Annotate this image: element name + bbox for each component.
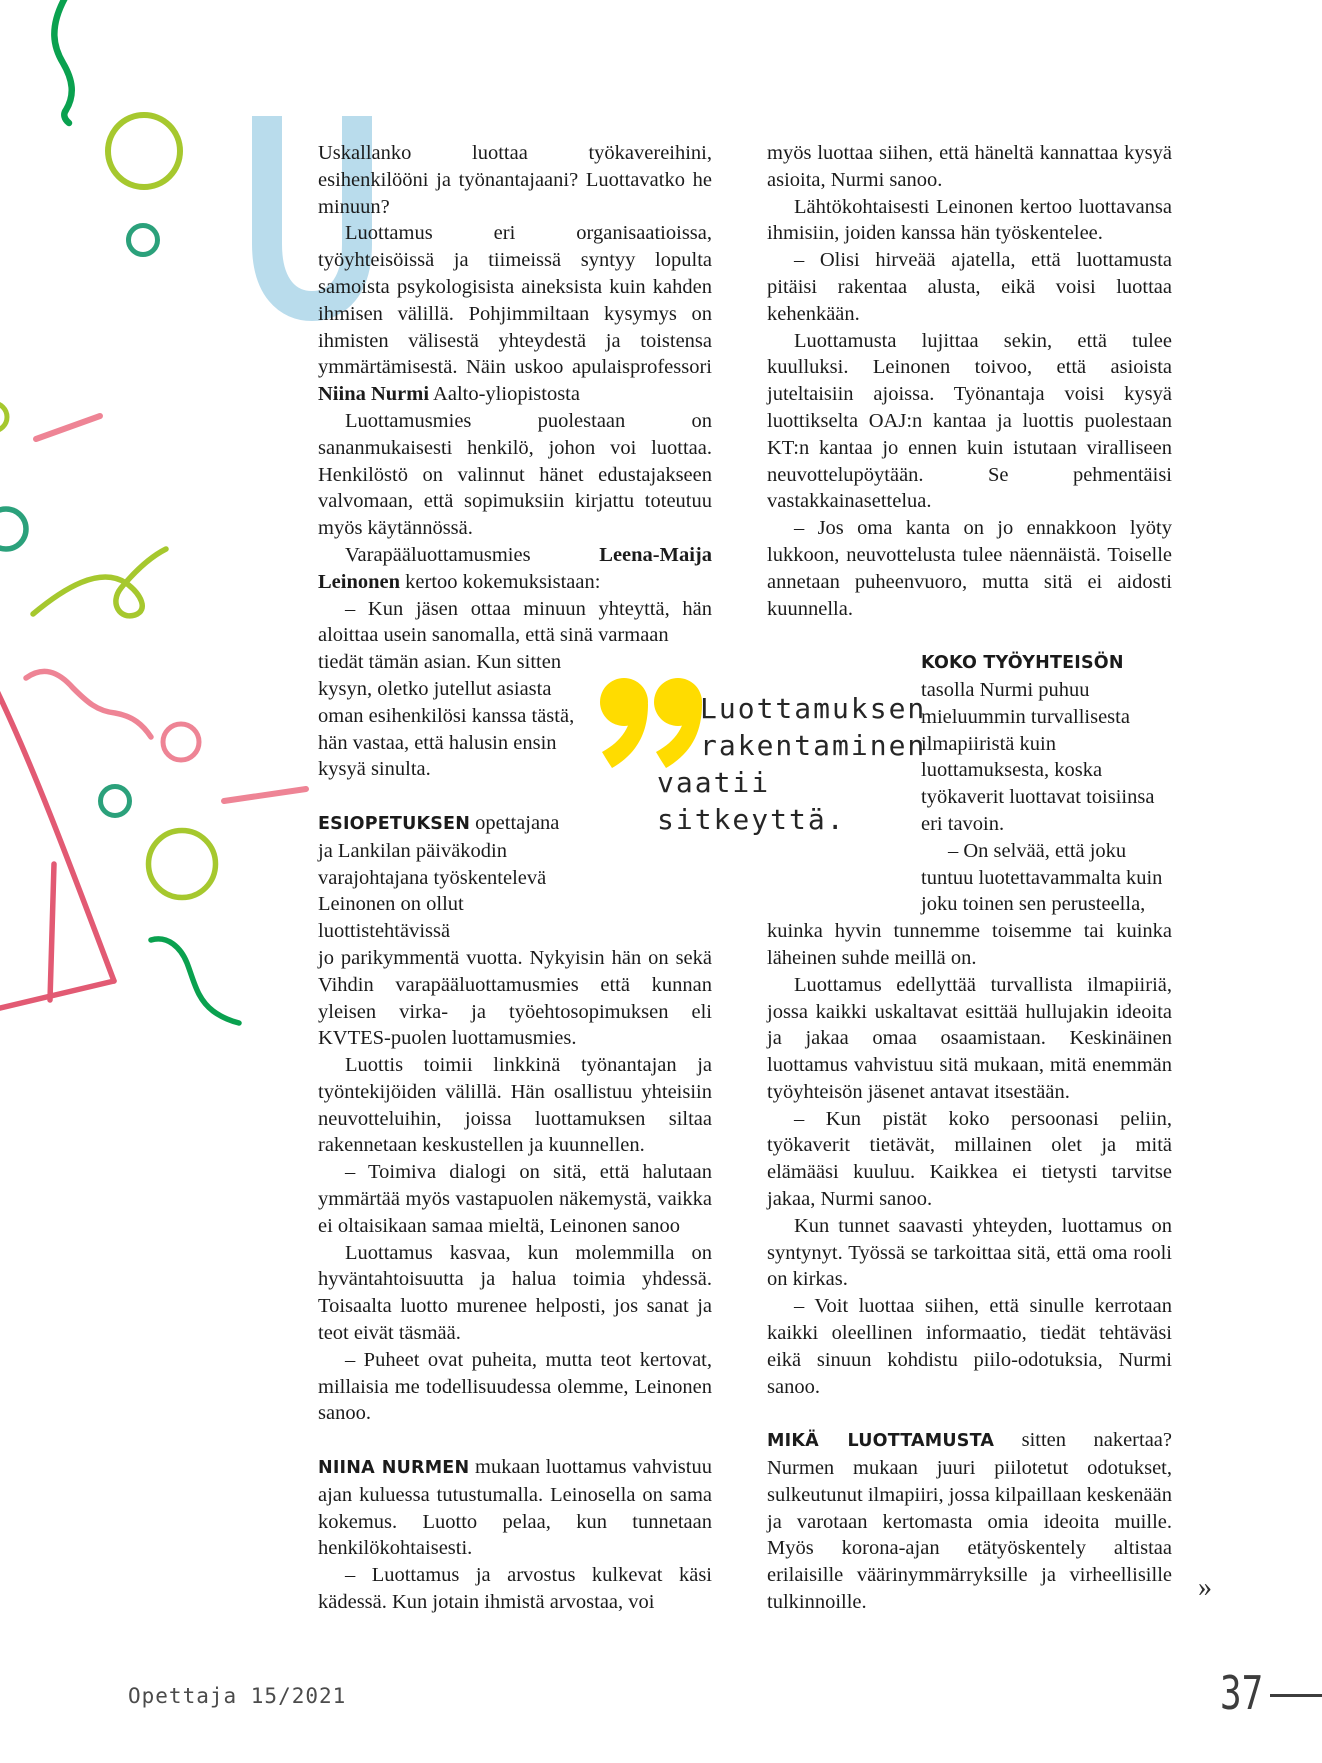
rose-dash-mid-icon	[224, 789, 306, 801]
paragraph	[318, 596, 712, 650]
paragraph	[767, 1293, 1172, 1400]
paragraph	[318, 945, 712, 1052]
paragraph	[767, 247, 1172, 327]
paragraph	[318, 1347, 712, 1427]
text-segment: Luottamusmies puolestaan on sananmukaisesti henkilö, johon voi luottaa. Henkilöstö on valinnut hänet edustajakseen valvomaan, että sopimuksiin kirjattu toteutuu myös käytännössä.	[318, 409, 712, 540]
pull-quote-line: sitkeyttä.	[657, 803, 846, 836]
text-segment: – Voit luottaa siihen, että sinulle kerrotaan kaikki oleellinen informaatio, tiedät tehtäväsi eikä sinuun kohdistu piilo-odotuksia, Nurmi sanoo.	[767, 1295, 1172, 1398]
crimson-inner-line-icon	[50, 864, 54, 1000]
green-squiggle-top-icon	[54, 0, 71, 123]
paragraph	[318, 1454, 712, 1562]
rose-dash-diagonal-icon	[36, 416, 100, 439]
lime-circle-top-icon	[108, 115, 180, 187]
text-segment: – Olisi hirveää ajatella, että luottamusta pitäisi rakentaa alusta, eikä voisi luottaa kehenkään.	[767, 249, 1172, 325]
article-column-2	[767, 140, 1172, 1616]
paragraph	[767, 1213, 1172, 1293]
text-segment: Luottamus kasvaa, kun molemmilla on hyväntahtoisuutta ja halua toimia yhdessä. Toisaalta luotto murenee helposti, jos sanat ja teot eivät täsmää.	[318, 1241, 712, 1345]
text-segment: Luottamus edellyttää turvallista ilmapiiriä, jossa kaikki uskaltavat esittää hullujakin ideoita ja jakaa omaa osaamistaan. Keskinäinen luottamus vahvistuu sitä mukaan, mitä enemmän työyhteisön jäsenet antavat itsestään.	[767, 973, 1172, 1103]
pull-quote	[600, 672, 960, 838]
text-segment: – Luottamus ja arvostus kulkevat käsi kädessä. Kun jotain ihmistä arvostaa, voi	[318, 1564, 712, 1614]
paragraph	[767, 972, 1172, 1106]
section-lead-in: NIINA NURMEN	[318, 1458, 470, 1479]
text-segment: sitten nakertaa? Nurmen mukaan juuri piilotetut odotukset, sulkeutunut ilmapiiri, jossa kilpaillaan keskenään ja varotaan kertomasta omia ideoita muille. Myös korona-ajan etätyöskentely altistaa erilaisille väärinymmärryksille ja virheellisille tulkinnoille.	[767, 1429, 1172, 1614]
lime-loop-squiggle-icon	[33, 549, 166, 616]
paragraph	[767, 328, 1172, 516]
continue-chevrons-icon: »	[1198, 1572, 1212, 1603]
text-segment: – Toimiva dialogi on sitä, että halutaan ymmärtää myös vastapuolen näkemystä, vaikka ei oltaisikaan samaa mieltä, Leinonen sanoo	[318, 1161, 712, 1237]
paragraph	[318, 1159, 712, 1239]
section-lead-in: MIKÄ LUOTTAMUSTA	[767, 1431, 995, 1452]
paragraph	[767, 194, 1172, 248]
text-segment: mukaan luottamus vahvistuu ajan kuluessa tutustumalla. Leinosella on sama kokemus. Luotto pelaa, kun tunnetaan henkilökohtaisesti.	[318, 1456, 712, 1560]
text-segment: – Kun jäsen ottaa minuun yhteyttä, hän aloittaa usein sanomalla, että sinä varmaan	[318, 597, 712, 647]
crimson-base-line-icon	[0, 981, 114, 1009]
text-segment: kuinka hyvin tunnemme toisemme tai kuinka läheinen suhde meillä on.	[767, 920, 1172, 969]
text-segment: tasolla Nurmi puhuu mieluummin turvallisesta ilmapiiristä kuin luottamuksesta, koska työkaverit luottavat toisiinsa eri tavoin.	[921, 678, 1155, 835]
text-segment: Aalto-yliopistosta	[429, 383, 580, 406]
text-segment: – On selvää, että joku tuntuu luotettavammalta kuin joku toinen sen perusteella,	[921, 839, 1163, 916]
text-segment: – Kun pistät koko persoonasi peliin, työkaverit tietävät, millainen olet ja mitä elämääsi kuuluu. Kaikkea ei tietysti tarvitse jakaa, Nurmi sanoo.	[767, 1107, 1172, 1211]
teal-circle-mid-icon	[101, 787, 130, 816]
paragraph	[767, 918, 1172, 972]
rose-circle-icon	[163, 724, 199, 760]
text-segment: tiedät tämän asian. Kun sitten kysyn, oletko jutellut asiasta oman esihenkilösi kanssa tästä, hän vastaa, että halusin ensin kysyä sinulta.	[318, 651, 575, 781]
section-lead-in: ESIOPETUKSEN	[318, 813, 471, 834]
paragraph	[767, 515, 1172, 622]
paragraph	[318, 1052, 712, 1159]
text-segment: Luottis toimii linkkinä työnantajan ja työntekijöiden välillä. Hän osallistuu yhteisiin neuvotteluihin, joissa luottamuksen siltaa rakennetaan keskustellen ja kuunnellen.	[318, 1054, 712, 1157]
text-segment: Lähtökohtaisesti Leinonen kertoo luottavansa ihmisiin, joiden kanssa hän työskentelee.	[767, 195, 1172, 245]
text-segment: Uskallanko luottaa työkavereihini, esihenkilööni ja työnantajaani? Luottavatko he minuun?	[318, 142, 712, 218]
pull-quote-text	[600, 672, 960, 838]
lime-circle-big-icon	[149, 831, 216, 898]
text-segment: Luottamusta lujittaa sekin, että tulee kuulluksi. Leinonen toivoo, että asioista juteltaisiin ajoissa. Työnantaja voisi kysyä luottikselta OAJ:n kantaa ja luottis puolestaan KT:n kantaa jo ennen kuin istutaan viralliseen neuvottelupöytään. Se pehmentäisi vastakkainasettelua.	[767, 329, 1172, 513]
paragraph	[318, 1562, 712, 1616]
paragraph	[318, 408, 712, 542]
text-segment: myös luottaa siihen, että häneltä kannattaa kysyä asioita, Nurmi sanoo.	[767, 142, 1172, 191]
text-segment: – Jos oma kanta on jo ennakkoon lyöty lukkoon, neuvottelusta tulee näennäistä. Toiselle annetaan puheenvuoro, mutta sitä ei aidosti kuunnella.	[767, 517, 1172, 620]
text-segment: Leena-Maija Leinonen	[318, 543, 712, 593]
paragraph	[318, 140, 712, 220]
paragraph	[921, 838, 1172, 918]
paragraph	[767, 1427, 1172, 1616]
teal-circle-left-icon	[0, 509, 26, 549]
section-lead-in: KOKO TYÖYHTEISÖN	[921, 653, 1124, 674]
paragraph	[318, 649, 575, 783]
text-segment: Kun tunnet saavasti yhteyden, luottamus on syntynyt. Työssä se tarkoittaa sitä, että oma rooli on kirkas.	[767, 1214, 1172, 1291]
paragraph	[318, 220, 712, 408]
magazine-issue-label: Opettaja 15/2021	[128, 1684, 347, 1708]
text-segment: – Puheet ovat puheita, mutta teot kertovat, millaisia me todellisuudessa olemme, Leinonen sanoo.	[318, 1348, 712, 1425]
text-segment: jo parikymmentä vuotta. Nykyisin hän on sekä Vihdin varapääluottamusmies että kunnan yleisen virka- ja työehtosopimuksen eli KVTES-puolen luottamusmies.	[318, 946, 712, 1050]
paragraph	[767, 1106, 1172, 1213]
pull-quote-line: vaatii	[657, 766, 771, 799]
article-column-1	[318, 140, 712, 1616]
paragraph	[318, 1240, 712, 1347]
text-segment: Niina Nurmi	[318, 383, 430, 406]
paragraph	[318, 810, 575, 945]
crimson-curve-icon	[0, 691, 114, 981]
pull-quote-line: Luottamuksen	[700, 692, 927, 725]
page-number: 37	[1220, 1666, 1264, 1720]
green-squiggle-bottom-icon	[151, 939, 239, 1023]
paragraph	[318, 542, 712, 596]
text-segment: Varapääluottamusmies	[345, 543, 600, 566]
text-segment: opettajana ja Lankilan päiväkodin varajohtajana työskentelevä Leinonen on ollut luottistehtävissä	[318, 811, 560, 943]
teal-circle-top-icon	[129, 226, 158, 255]
lime-arc-left-icon	[0, 403, 7, 431]
text-segment: kertoo kokemuksistaan:	[400, 570, 601, 593]
pull-quote-line: rakentaminen	[700, 729, 927, 762]
page-number-rule	[1270, 1694, 1322, 1697]
text-segment: Luottamus eri organisaatioissa, työyhteisöissä ja tiimeissä syntyy lopulta samoista psykologisista aineksista kuin kahden ihmisen välillä. Pohjimmiltaan kysymys on ihmisten välisestä yhteydestä ja toistensa ymmärtämisestä. Näin uskoo apulaisprofessori	[318, 222, 712, 379]
paragraph	[767, 140, 1172, 194]
rose-wave-icon	[26, 671, 151, 737]
